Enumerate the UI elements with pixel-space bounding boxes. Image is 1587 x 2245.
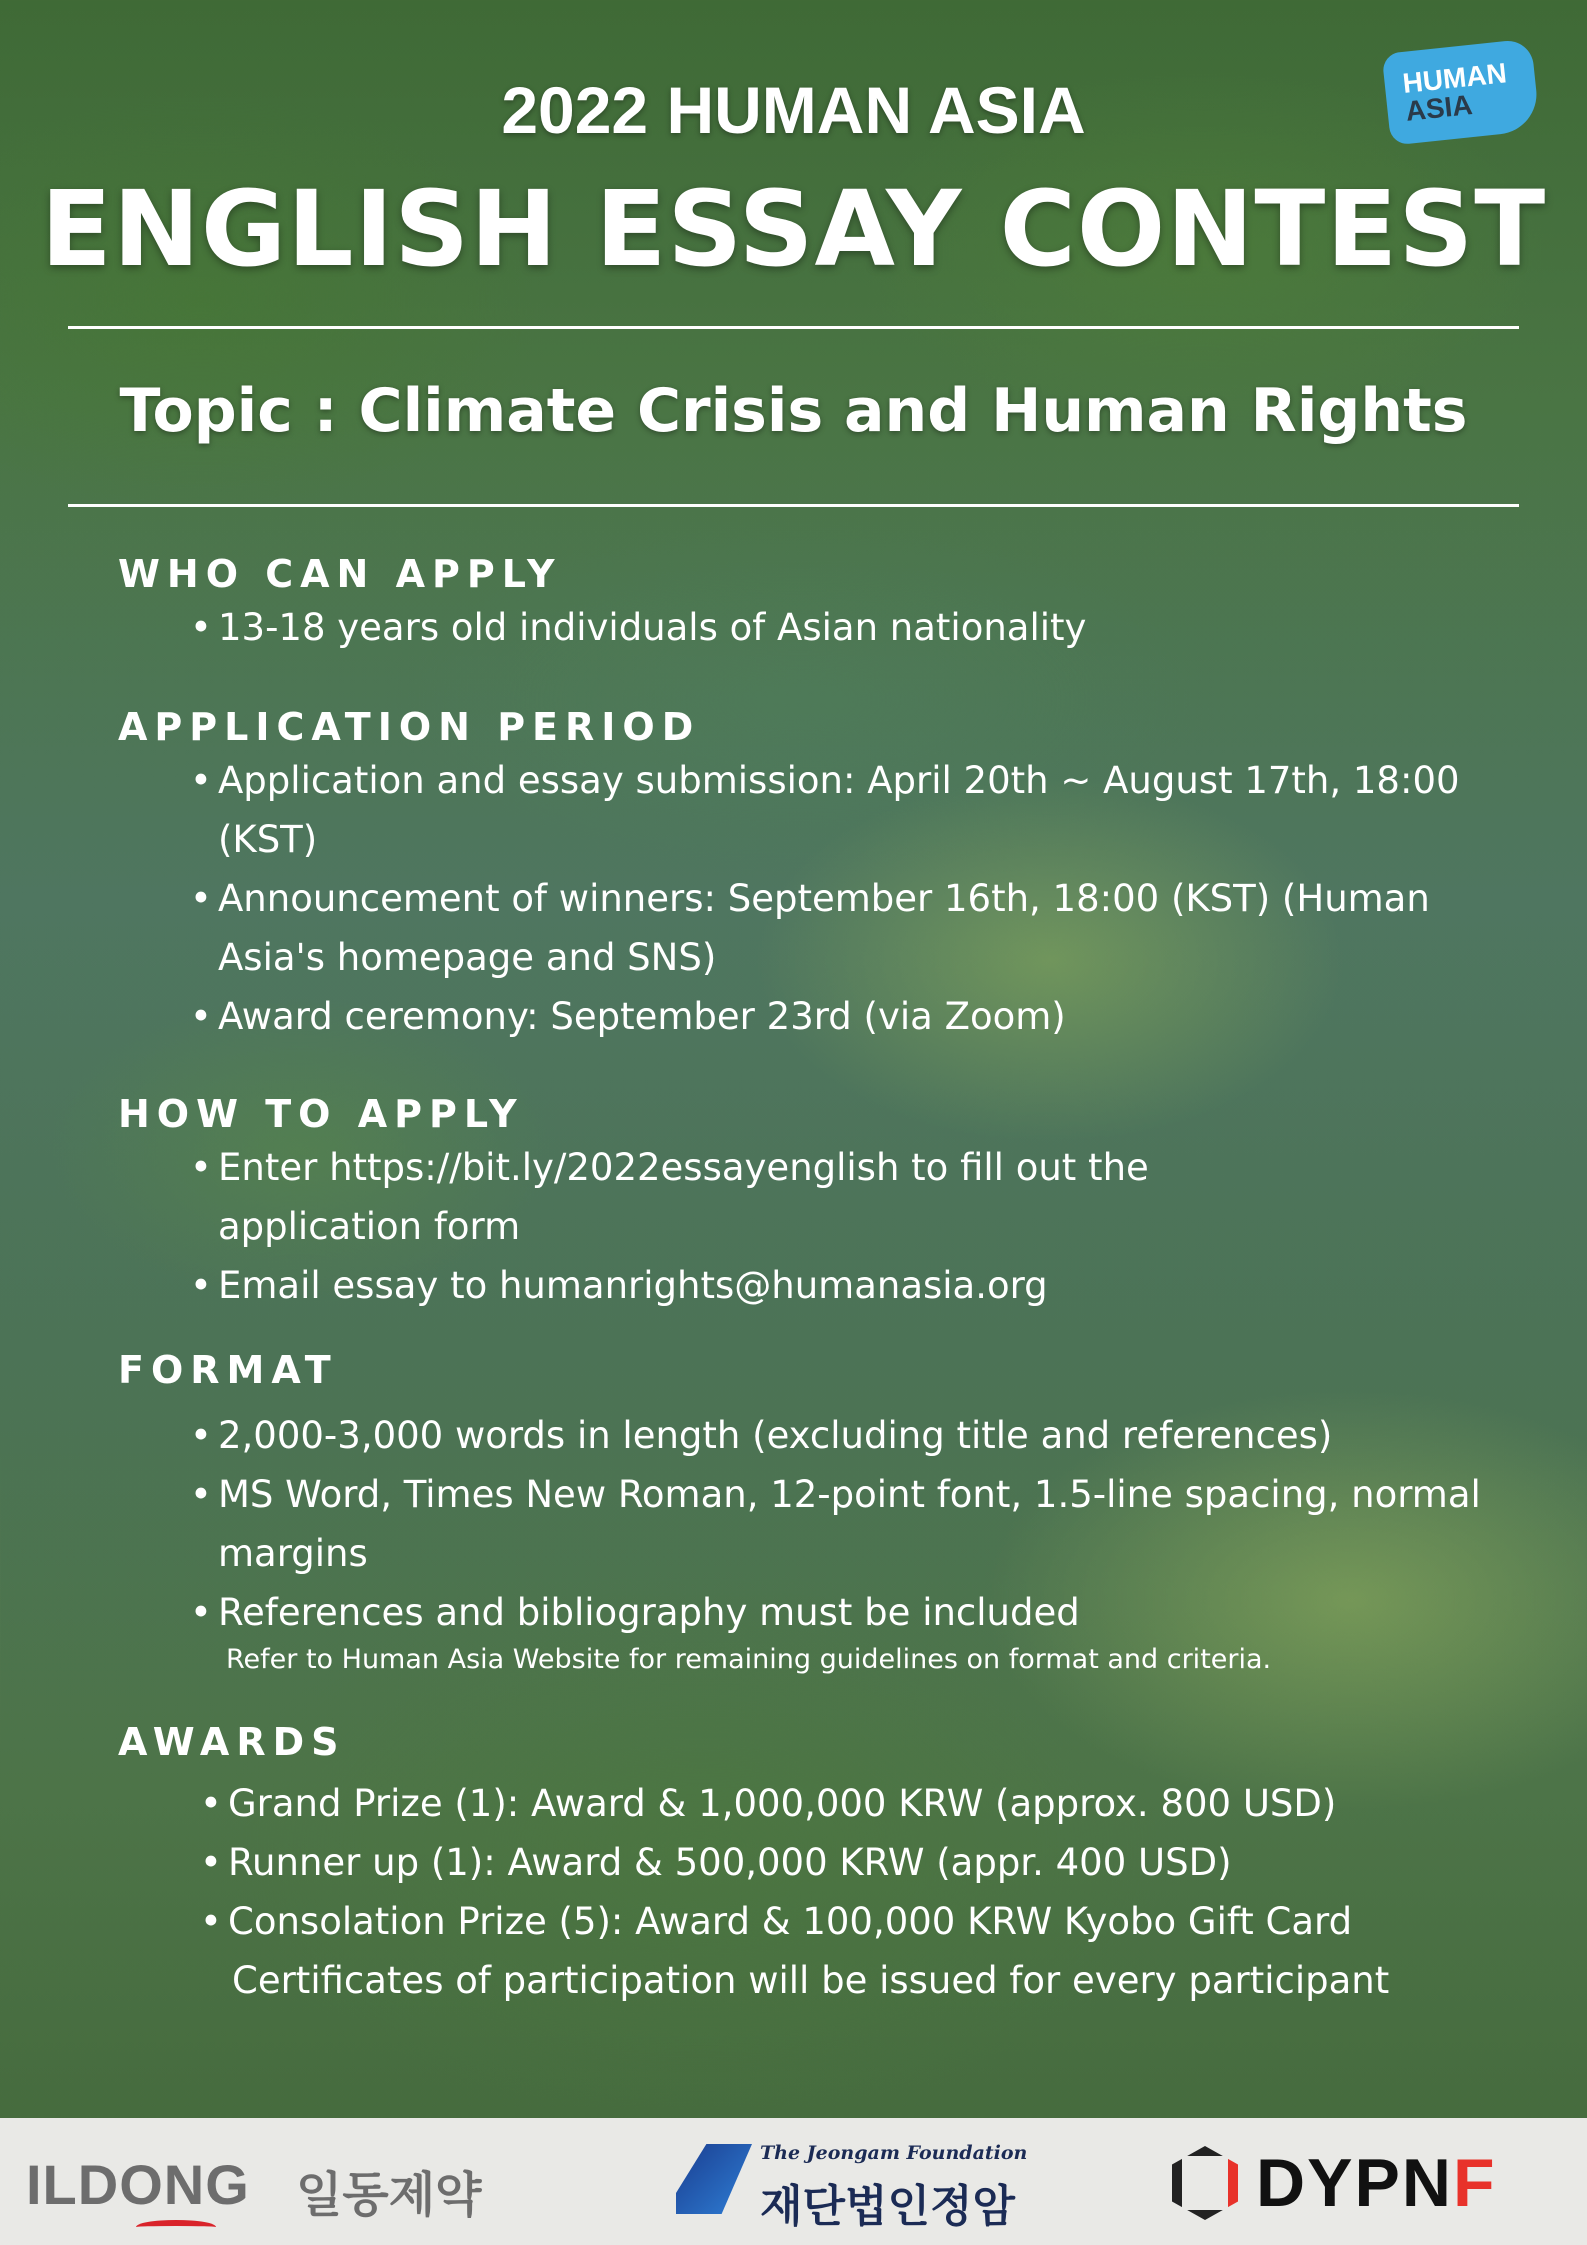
list-item: • Application and essay submission: April 20th ~ August 17th, 18:00 (KST) <box>188 751 1528 869</box>
dypnf-mark-icon <box>1172 2146 1238 2220</box>
section-awards <box>118 1718 1558 2010</box>
section-how-to-apply <box>118 1090 1558 1315</box>
bullet-list <box>188 1138 1318 1315</box>
section-heading: APPLICATION PERIOD <box>118 705 701 749</box>
list-item: • Announcement of winners: September 16th, 18:00 (KST) (Human Asia's homepage and SNS) <box>188 869 1528 987</box>
ildong-name-en: ILDONG <box>26 2153 250 2216</box>
dypnf-main: DYPN <box>1256 2145 1453 2221</box>
awards-note: Certificates of participation will be issued for every participant <box>232 1959 1390 2002</box>
divider-top <box>68 326 1519 329</box>
list-item: • References and bibliography must be included <box>188 1583 1508 1642</box>
section-application-period <box>118 703 1558 1046</box>
contest-title: ENGLISH ESSAY CONTEST <box>40 168 1547 290</box>
contest-topic: Topic : Climate Crisis and Human Rights <box>119 376 1468 446</box>
contest-subtitle: 2022 HUMAN ASIA <box>501 73 1086 147</box>
divider-bottom <box>68 504 1519 507</box>
section-format <box>118 1346 1558 1678</box>
jeongam-mark-icon <box>676 2144 752 2214</box>
list-item: • Email essay to humanrights@humanasia.org <box>188 1256 1318 1315</box>
dypnf-logo <box>1172 2140 1552 2224</box>
list-item: • 13-18 years old individuals of Asian nationality <box>188 598 1558 657</box>
format-note: Refer to Human Asia Website for remaining guidelines on format and criteria. <box>226 1644 1272 1675</box>
bullet-list <box>188 1406 1508 1642</box>
list-item: • Award ceremony: September 23rd (via Zoom) <box>188 987 1528 1046</box>
list-item: • Grand Prize (1): Award & 1,000,000 KRW (approx. 800 USD) <box>198 1774 1587 1833</box>
list-item: • 2,000-3,000 words in length (excluding title and references) <box>188 1406 1508 1465</box>
bullet-list <box>188 598 1558 657</box>
list-item: • Runner up (1): Award & 500,000 KRW (appr. 400 USD) <box>198 1833 1587 1892</box>
section-who-can-apply <box>118 550 1558 657</box>
jeongam-name-ko: 재단법인정암 <box>760 2181 1016 2232</box>
jeongam-name-en: The Jeongam Foundation <box>760 2142 1028 2164</box>
list-item: • Enter https://bit.ly/2022essayenglish to fill out the application form <box>188 1138 1318 1256</box>
section-heading: FORMAT <box>118 1348 338 1392</box>
section-heading: AWARDS <box>118 1720 346 1764</box>
sponsor-bar <box>0 2118 1587 2245</box>
ildong-name-ko: 일동제약 <box>296 2167 482 2223</box>
bullet-list <box>188 751 1528 1046</box>
logo-line1: HUMAN <box>1401 57 1509 99</box>
list-item: • Consolation Prize (5): Award & 100,000 KRW Kyobo Gift Card <box>198 1892 1587 1951</box>
section-heading: HOW TO APPLY <box>118 1092 524 1136</box>
list-item: • MS Word, Times New Roman, 12-point font, 1.5-line spacing, normal margins <box>188 1465 1508 1583</box>
ildong-swoosh-icon <box>136 2220 216 2234</box>
bullet-list <box>198 1774 1587 1951</box>
dypnf-wordmark <box>1256 2144 1496 2222</box>
jeongam-foundation-logo <box>676 2132 1028 2232</box>
dypnf-accent: F <box>1452 2145 1497 2221</box>
logo-line2: ASIA <box>1404 88 1474 127</box>
section-heading: WHO CAN APPLY <box>118 552 562 596</box>
